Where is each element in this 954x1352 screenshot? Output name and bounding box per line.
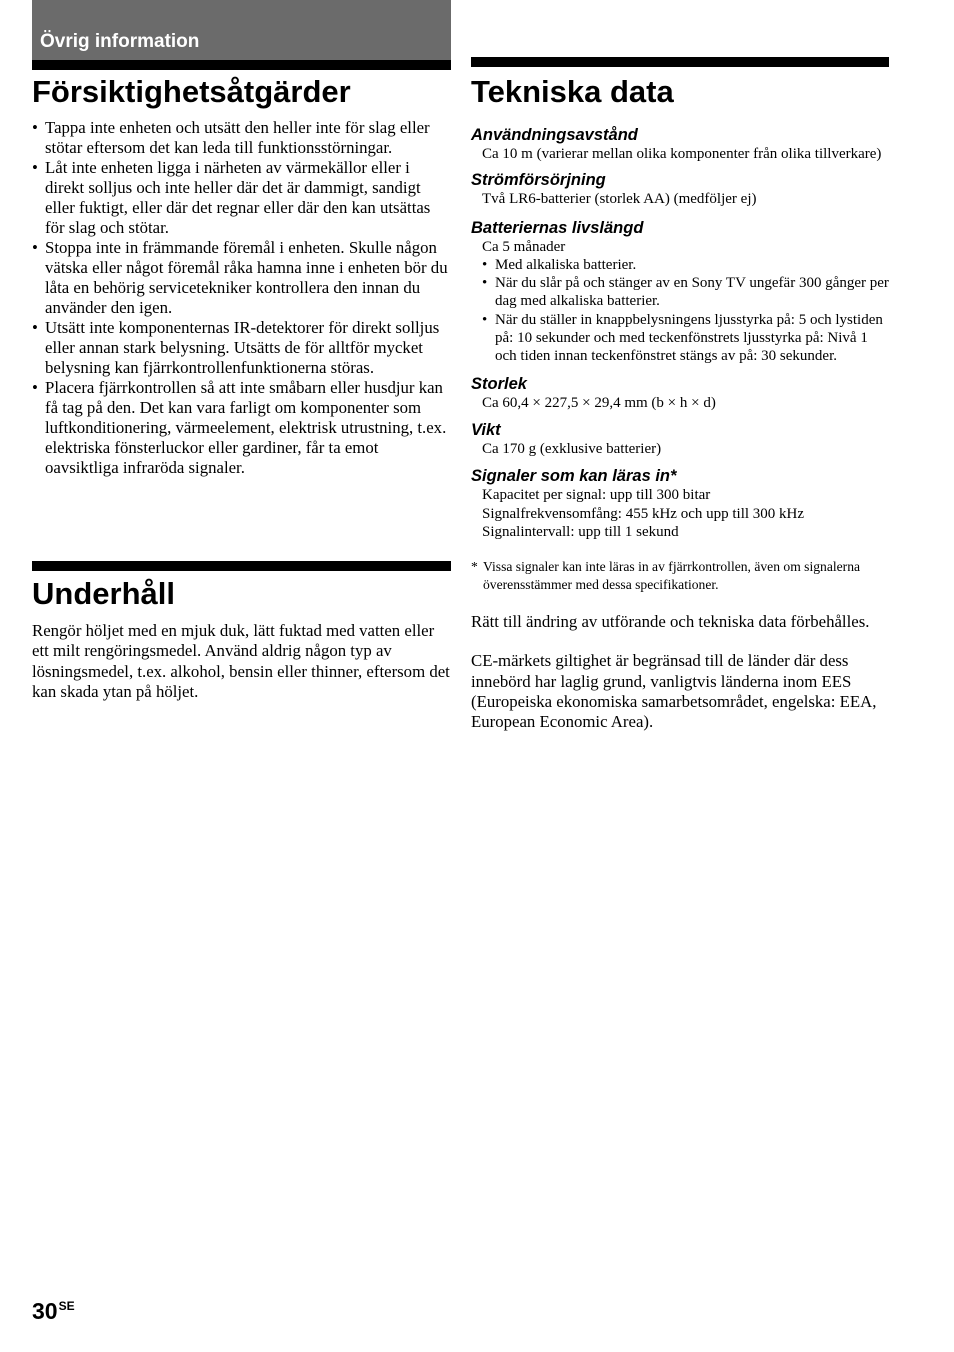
spec-signals-label: Signaler som kan läras in*	[471, 467, 677, 486]
footnote-text: Vissa signaler kan inte läras in av fjärrkontrollen, även om signalerna överensstämmer med dessa specifikationer.	[483, 559, 861, 593]
spec-size-label: Storlek	[471, 374, 527, 393]
page-number	[32, 1298, 75, 1325]
specs-section	[471, 125, 889, 733]
list-item: • Tappa inte enheten och utsätt den heller inte för slag eller stötar eftersom det kan leda till funktionsstörningar.	[32, 118, 451, 158]
list-item: • Placera fjärrkontrollen så att inte småbarn eller husdjur kan få tag på den. Det kan vara farligt om komponenter som luftkonditionering, värmeelement, elektrisk utrustning, t.ex. elektriska fönsterluckor eller gardiner, får ta emot oavsiktliga infraröda signaler.	[32, 378, 451, 478]
maintenance-rule	[32, 561, 451, 571]
rights-text: Rätt till ändring av utförande och tekniska data förbehålles.	[471, 612, 870, 632]
spec-battery-label: Batteriernas livslängd	[471, 218, 644, 237]
spec-range-label: Användningsavstånd	[471, 126, 638, 144]
section-header-label: Övrig information	[40, 31, 200, 52]
spec-weight-label: Vikt	[471, 420, 501, 439]
maintenance-section	[32, 621, 451, 702]
footnote-mark: *	[471, 559, 478, 575]
spec-power-label: Strömförsörjning	[471, 171, 606, 190]
list-item: • Med alkaliska batterier.	[482, 256, 889, 274]
specs-title: Tekniska data	[471, 74, 674, 109]
list-item: • När du ställer in knappbelysningens ljusstyrka på: 5 och lystiden på: 10 sekunder och med teckenfönstrets ljusstyrka på: Nivå 1 och tiden innan teckenfönstret stängs av på: 30 sekunder.	[482, 311, 889, 366]
list-item: • Utsätt inte komponenternas IR-detektorer för direkt solljus eller annan stark belysning. Utsätts de för alltför mycket belysning kan fjärrkontrollenfunktionerna störas.	[32, 318, 451, 378]
list-item: • Stoppa inte in främmande föremål i enheten. Skulle någon vätska eller något föremål råka hamna inne i enheten bör du låta en behörig servicetekniker kontrollera den innan du använder den igen.	[32, 238, 451, 318]
spec-power-value: Två LR6-batterier (storlek AA) (medföljer ej)	[482, 191, 757, 208]
section-rule-left	[32, 60, 451, 70]
precautions-title: Försiktighetsåtgärder	[32, 74, 351, 109]
maintenance-title: Underhåll	[32, 576, 175, 611]
spec-signals-line: Signalintervall: upp till 1 sekund	[482, 523, 679, 540]
precautions-section	[32, 118, 451, 478]
spec-weight-value: Ca 170 g (exklusive batterier)	[482, 440, 662, 457]
spec-range-value: Ca 10 m (varierar mellan olika komponenter från olika tillverkare)	[482, 146, 882, 162]
spec-size-value: Ca 60,4 × 227,5 × 29,4 mm (b × h × d)	[482, 394, 716, 411]
spec-battery-value: Ca 5 månader	[482, 238, 566, 255]
maintenance-text: Rengör höljet med en mjuk duk, lätt fuktad med vatten eller ett milt rengöringsmedel. Använd aldrig någon typ av lösningsmedel, t.ex. alkohol, bensin eller thinner, eftersom det kan skada ytan på höljet.	[32, 621, 450, 701]
spec-signals-line: Signalfrekvensomfång: 455 kHz och upp till 300 kHz	[482, 505, 805, 522]
spec-battery-list	[471, 256, 889, 366]
list-item: • När du slår på och stänger av en Sony TV ungefär 300 gånger per dag med alkaliska batterier.	[482, 274, 889, 311]
specs-rule	[471, 57, 889, 67]
section-header-tab	[32, 0, 451, 60]
list-item: • Låt inte enheten ligga i närheten av värmekällor eller i direkt solljus och inte heller där det är dammigt, sandigt eller fuktigt, eller där det regnar eller där den kan utsättas för slag och stötar.	[32, 158, 451, 238]
page-number-suffix: SE	[58, 1299, 75, 1314]
spec-signals-line: Kapacitet per signal: upp till 300 bitar	[482, 487, 711, 504]
precautions-list	[32, 118, 451, 478]
footnote	[471, 558, 889, 594]
ce-text: CE-märkets giltighet är begränsad till de länder där dess innebörd har laglig grund, vanligtvis länderna inom EES (Europeiska ekonomiska samarbetsområdet, engelska: EEA, European Economic Area).	[471, 651, 877, 732]
page-number-value: 30	[32, 1298, 58, 1324]
